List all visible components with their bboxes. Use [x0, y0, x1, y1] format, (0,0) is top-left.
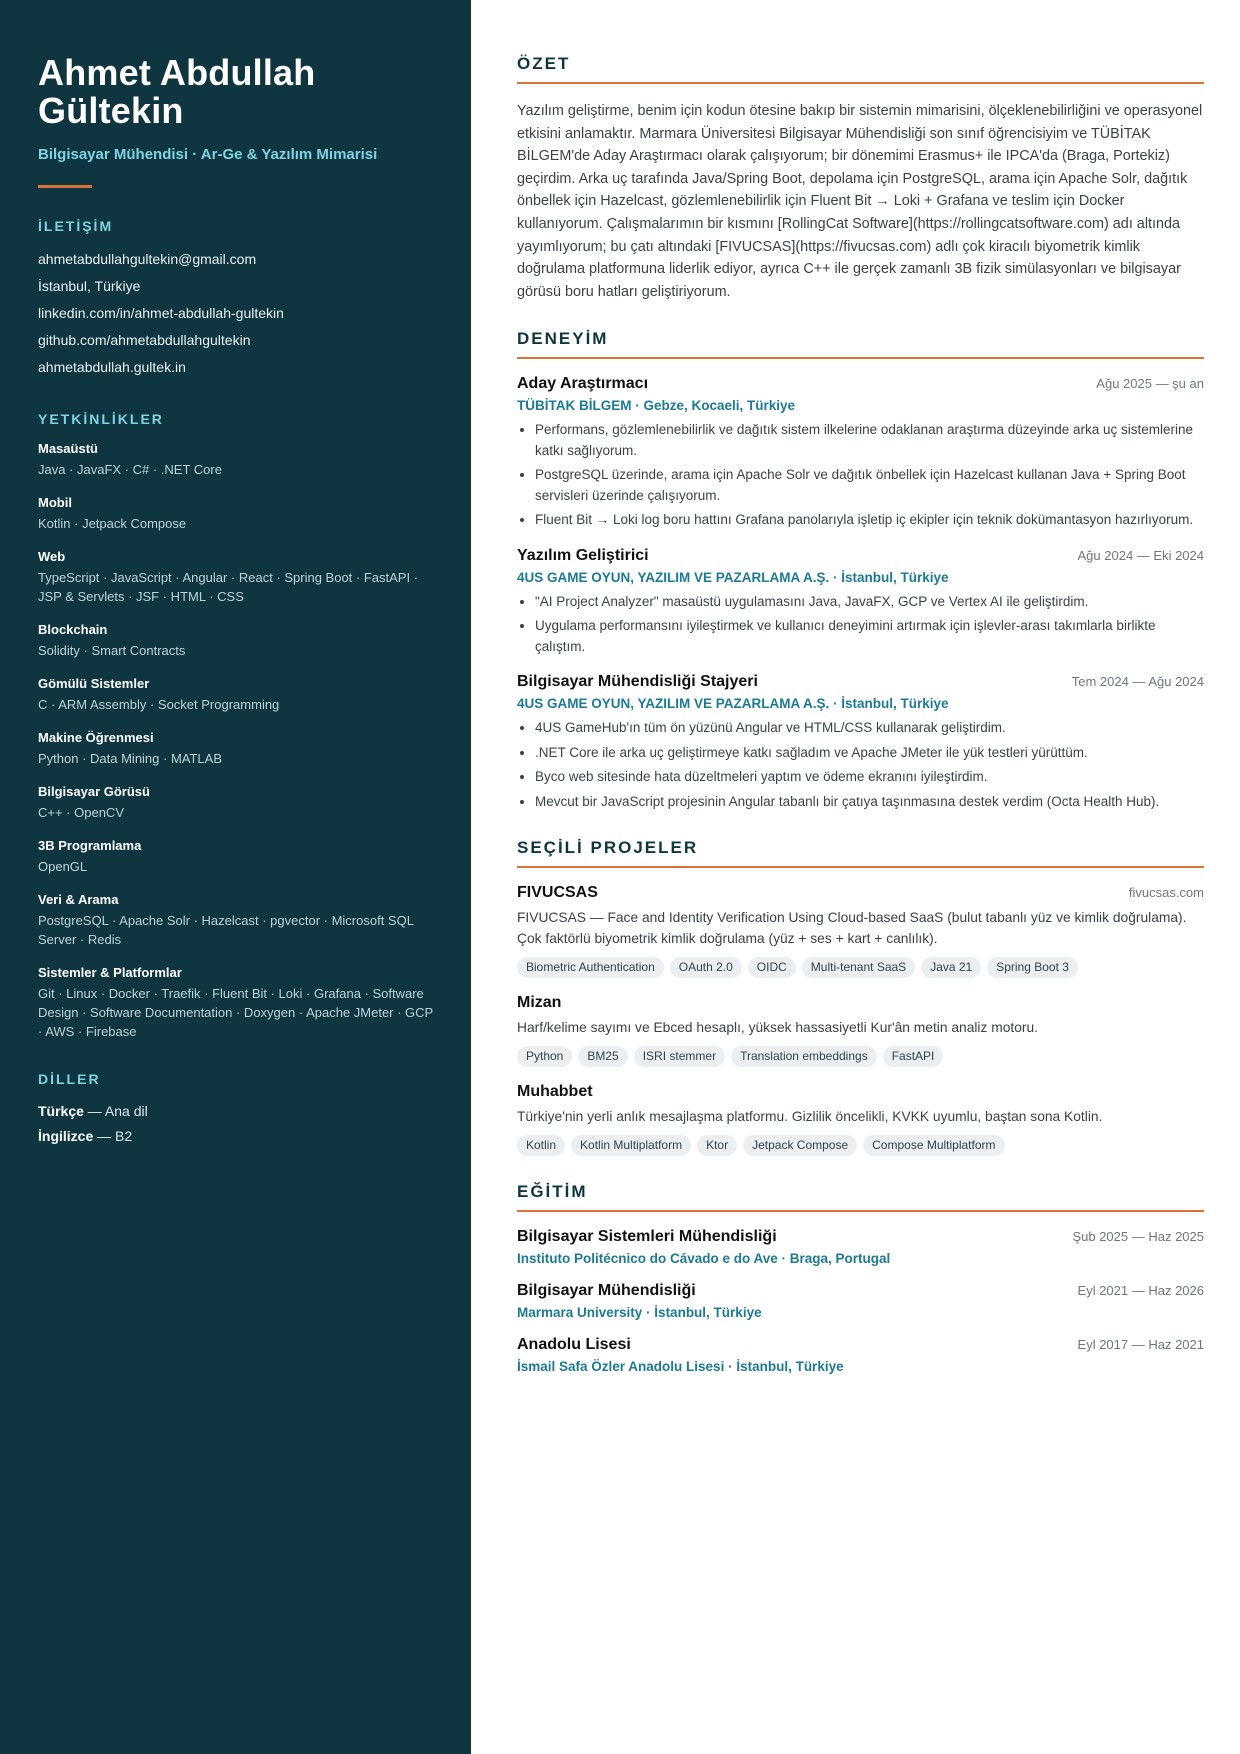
skill-group-title: Sistemler & Platformlar: [38, 965, 182, 980]
education-entry: [517, 1336, 1204, 1374]
skill-group-items: Solidity · Smart Contracts: [38, 643, 186, 658]
skill-group-title: Bilgisayar Görüsü: [38, 784, 150, 799]
job-title: Aday Araştırmacı: [517, 375, 649, 393]
job-org: 4US GAME OYUN, YAZILIM VE PAZARLAMA A.Ş. · İstanbul, Türkiye: [517, 569, 949, 585]
skill-group-title: Mobil: [38, 495, 72, 510]
experience-entry: [517, 673, 1204, 812]
sidebar: [0, 0, 471, 1754]
skill-group-items: OpenGL: [38, 859, 88, 874]
skill-group-title: Web: [38, 549, 66, 564]
job-org: 4US GAME OYUN, YAZILIM VE PAZARLAMA A.Ş. · İstanbul, Türkiye: [517, 696, 949, 712]
skill-group-title: Masaüstü: [38, 441, 98, 456]
language-level: — B2: [93, 1128, 133, 1144]
entry-header: [517, 673, 1204, 691]
tech-tag: Translation embeddings: [731, 1046, 877, 1067]
job-title: Yazılım Geliştirici: [517, 546, 649, 564]
skill-group-items: Kotlin · Jetpack Compose: [38, 516, 187, 531]
job-date: Tem 2024 — Ağu 2024: [1071, 674, 1204, 690]
contact-github[interactable]: github.com/ahmetabdullahgultekin: [38, 332, 251, 348]
summary-text: Yazılım geliştirme, benim için kodun ötesine bakıp bir sistemin mimarisini, ölçeklenebilirliğini ve operasyonel etkisini anlamaktır. Marmara Üniversitesi Bilgisayar Mühendisliği son sınıf öğrencisiyim ve TÜBİTAK BİLGEM'de Aday Araştırmacı olarak çalışıyorum; bir dönemimi Erasmus+ ile IPCA'da (Braga, Portekiz) geçirdim. Arka uç tarafında Java/Spring Boot, depolama için PostgreSQL, arama için Apache Solr, dağıtık önbellek için Hazelcast, gözlemlenebilirlik için Fluent Bit → Loki + Grafana ve teslim için Docker kullanıyorum. Çalışmalarımın bir kısmını [RollingCat Software](https://rollingcatsoftware.com) adı altında yayımlıyorum; bu çatı altındaki [FIVUCSAS](https://fivucsas.com) adlı çok kiracılı biyometrik kimlik doğrulama platformuna liderlik ediyor, ayrıca C++ ile gerçek zamanlı 3B fizik simülasyonları ve bilgisayar görüsü boru hatları geliştiriyorum.: [517, 103, 1203, 300]
project-entry: [517, 884, 1204, 978]
education-date: Eyl 2017 — Haz 2021: [1077, 1337, 1204, 1353]
project-description: Türkiye'nin yerli anlık mesajlaşma platformu. Gizlilik öncelikli, KVKK uyumlu, baştan sona Kotlin.: [517, 1109, 1103, 1125]
tech-tag: Java 21: [921, 957, 981, 978]
skill-group: [38, 963, 433, 1041]
projects-section: [517, 838, 1204, 1156]
education-date: Şub 2025 — Haz 2025: [1072, 1229, 1204, 1245]
languages-heading: DİLLER: [38, 1071, 101, 1087]
entry-header: [517, 884, 1204, 902]
job-bullet: • Performans, gözlemlenebilirlik ve dağıtık sistem ilkelerine odaklanan araştırma düzeyinde arka uç sistemlerine katkı sağlıyorum.: [535, 420, 1204, 461]
experience-heading: DENEYİM: [517, 329, 1204, 359]
contact-list: [38, 246, 433, 381]
degree-title: Bilgisayar Sistemleri Mühendisliği: [517, 1228, 777, 1246]
tech-tag: BM25: [578, 1046, 627, 1067]
contact-website[interactable]: ahmetabdullah.gultek.in: [38, 359, 186, 375]
skill-group: [38, 620, 433, 660]
skills-heading: YETKİNLİKLER: [38, 411, 164, 427]
tech-tag: ISRI stemmer: [634, 1046, 725, 1067]
project-title: Muhabbet: [517, 1083, 593, 1101]
job-bullet: • "AI Project Analyzer" masaüstü uygulamasını Java, JavaFX, GCP ve Vertex AI ile geliştirdim.: [535, 592, 1204, 613]
project-link[interactable]: fivucsas.com: [1128, 885, 1204, 901]
skill-group: [38, 674, 433, 714]
skill-group-items: C · ARM Assembly · Socket Programming: [38, 697, 280, 712]
skill-group: [38, 782, 433, 822]
tech-tag: OAuth 2.0: [670, 957, 742, 978]
skills-list: [38, 439, 433, 1041]
candidate-title: Bilgisayar Mühendisi · Ar-Ge & Yazılım Mimarisi: [38, 146, 378, 163]
job-bullets: [517, 420, 1204, 531]
education-entry: [517, 1228, 1204, 1266]
education-section: [517, 1182, 1204, 1374]
skill-group-title: Veri & Arama: [38, 892, 119, 907]
school-name: İsmail Safa Özler Anadolu Lisesi · İstanbul, Türkiye: [517, 1359, 844, 1375]
skill-group: [38, 890, 433, 949]
entry-header: [517, 547, 1204, 565]
project-entry: [517, 994, 1204, 1067]
skill-group: [38, 439, 433, 479]
project-title: Mizan: [517, 994, 562, 1012]
entry-header: [517, 1083, 1204, 1101]
project-title: FIVUCSAS: [517, 884, 598, 902]
project-description: FIVUCSAS — Face and Identity Verification Using Cloud-based SaaS (bulut tabanlı yüz ve kimlik doğrulama). Çok faktörlü biyometrik kimlik doğrulama (yüz + ses + kart + canlılık).: [517, 910, 1187, 947]
skill-group-title: Gömülü Sistemler: [38, 676, 150, 691]
job-bullet: • Uygulama performansını iyileştirmek ve kullanıcı deneyimini artırmak için işlevler-arası takımlarla birlikte çalıştım.: [535, 616, 1204, 657]
skill-group-items: TypeScript · JavaScript · Angular · React · Spring Boot · FastAPI · JSP & Servlets · JSF · HTML · CSS: [38, 570, 419, 604]
projects-heading: SEÇİLİ PROJELER: [517, 838, 1204, 868]
entry-header: [517, 994, 1204, 1012]
experience-entry: [517, 375, 1204, 531]
tech-tag: OIDC: [748, 957, 796, 978]
contact-heading: İLETİŞİM: [38, 218, 114, 234]
entry-header: [517, 375, 1204, 393]
project-tags: [517, 957, 1204, 978]
tech-tag: Multi-tenant SaaS: [802, 957, 915, 978]
job-title: Bilgisayar Mühendisliği Stajyeri: [517, 673, 758, 691]
skill-group: [38, 836, 433, 876]
skill-group-items: Git · Linux · Docker · Traefik · Fluent Bit · Loki · Grafana · Software Design · Software Documentation · Doxygen · Apache JMeter · GCP · AWS · Firebase: [38, 986, 433, 1039]
project-description: Harf/kelime sayımı ve Ebced hesaplı, yüksek hassasiyetli Kur'ân metin analiz motoru.: [517, 1020, 1039, 1036]
tech-tag: Ktor: [697, 1135, 737, 1156]
skill-group-items: Java · JavaFX · C# · .NET Core: [38, 462, 222, 477]
skill-group: [38, 493, 433, 533]
job-date: Ağu 2024 — Eki 2024: [1077, 547, 1204, 563]
job-bullets: [517, 718, 1204, 812]
language-item: [38, 1099, 433, 1124]
language-name: İngilizce: [38, 1128, 94, 1144]
job-bullet: • PostgreSQL üzerinde, arama için Apache Solr ve dağıtık önbellek için Hazelcast kullanan Java + Spring Boot servisleri üzerinde çalışıyorum.: [535, 465, 1204, 506]
tech-tag: Python: [517, 1046, 572, 1067]
tech-tag: Kotlin: [517, 1135, 565, 1156]
project-tags: [517, 1135, 1204, 1156]
summary-section: [517, 54, 1204, 303]
job-bullet: • .NET Core ile arka uç geliştirmeye katkı sağladım ve Apache JMeter ile yük testleri yürüttüm.: [535, 743, 1204, 764]
skill-group-title: Makine Öğrenmesi: [38, 730, 154, 745]
tech-tag: Kotlin Multiplatform: [571, 1135, 691, 1156]
tech-tag: Biometric Authentication: [517, 957, 664, 978]
skill-group-items: PostgreSQL · Apache Solr · Hazelcast · pgvector · Microsoft SQL Server · Redis: [38, 913, 414, 947]
main-content: [471, 0, 1240, 1754]
job-bullet: • 4US GameHub'ın tüm ön yüzünü Angular ve HTML/CSS kullanarak geliştirdim.: [535, 718, 1204, 739]
skill-group-items: C++ · OpenCV: [38, 805, 124, 820]
education-entry: [517, 1282, 1204, 1320]
contact-linkedin[interactable]: linkedin.com/in/ahmet-abdullah-gultekin: [38, 305, 284, 321]
skill-group: [38, 728, 433, 768]
job-bullets: [517, 592, 1204, 658]
school-name: Marmara University · İstanbul, Türkiye: [517, 1305, 762, 1321]
skill-group-title: Blockchain: [38, 622, 108, 637]
job-bullet: • Fluent Bit → Loki log boru hattını Grafana panolarıyla işletip iç ekipler için teknik dokümantasyon hazırlıyorum.: [535, 510, 1204, 531]
accent-divider: [38, 185, 92, 188]
degree-title: Bilgisayar Mühendisliği: [517, 1282, 696, 1300]
language-level: — Ana dil: [83, 1103, 148, 1119]
job-date: Ağu 2025 — şu an: [1096, 376, 1204, 392]
entry-header: [517, 1282, 1204, 1300]
skill-group-title: 3B Programlama: [38, 838, 142, 853]
entry-header: [517, 1228, 1204, 1246]
tech-tag: FastAPI: [883, 1046, 944, 1067]
job-bullet: • Mevcut bir JavaScript projesinin Angular tabanlı bir çatıya taşınmasına destek verdim (Octa Health Hub).: [535, 792, 1204, 813]
job-bullet: • Byco web sitesinde hata düzeltmeleri yaptım ve ödeme ekranını iyileştirdim.: [535, 767, 1204, 788]
language-name: Türkçe: [38, 1103, 84, 1119]
skill-group: [38, 547, 433, 606]
tech-tag: Spring Boot 3: [987, 957, 1078, 978]
education-date: Eyl 2021 — Haz 2026: [1077, 1283, 1204, 1299]
candidate-name: Ahmet Abdullah Gültekin: [38, 52, 316, 131]
education-heading: EĞİTİM: [517, 1182, 1204, 1212]
contact-location: İstanbul, Türkiye: [38, 278, 141, 294]
language-item: [38, 1124, 433, 1149]
project-entry: [517, 1083, 1204, 1156]
tech-tag: Compose Multiplatform: [863, 1135, 1004, 1156]
job-org: TÜBİTAK BİLGEM · Gebze, Kocaeli, Türkiye: [517, 398, 796, 414]
experience-section: [517, 329, 1204, 812]
summary-heading: ÖZET: [517, 54, 1204, 84]
degree-title: Anadolu Lisesi: [517, 1336, 631, 1354]
project-tags: [517, 1046, 1204, 1067]
skill-group-items: Python · Data Mining · MATLAB: [38, 751, 222, 766]
school-name: Instituto Politécnico do Cávado e do Ave · Braga, Portugal: [517, 1251, 891, 1267]
languages-list: [38, 1099, 433, 1149]
contact-email[interactable]: ahmetabdullahgultekin@gmail.com: [38, 251, 257, 267]
entry-header: [517, 1336, 1204, 1354]
experience-entry: [517, 547, 1204, 658]
tech-tag: Jetpack Compose: [743, 1135, 857, 1156]
